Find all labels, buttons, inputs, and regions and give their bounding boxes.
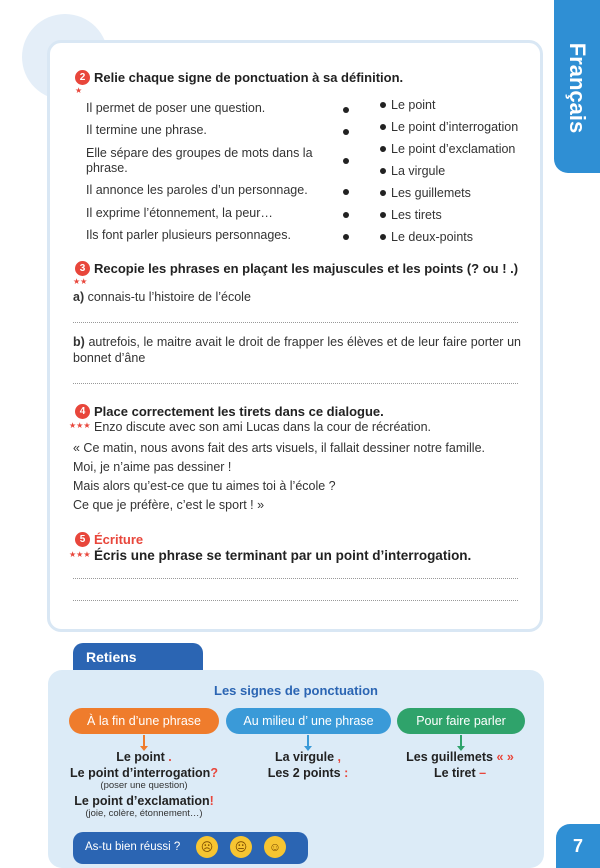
punctuation-option[interactable]: Le point d’exclamation: [380, 142, 515, 156]
pill-end-of-sentence: À la fin d’une phrase: [69, 708, 219, 734]
self-assessment: [73, 832, 308, 864]
answer-line-b[interactable]: [73, 383, 518, 384]
exercise-3-title: Recopie les phrases en plaçant les majuscules et les points (? ou ! .): [94, 261, 519, 276]
match-dot-left[interactable]: [343, 129, 349, 135]
rule-dash: [376, 766, 544, 780]
answer-line-5a[interactable]: [73, 578, 518, 579]
rule-comma-sign: ,: [337, 750, 341, 764]
definition-item: Il annonce les paroles d’un personnage.: [86, 183, 308, 197]
sentence-b: [73, 334, 521, 366]
rule-quotes-label: Les guillemets: [406, 750, 493, 764]
dialogue-line: Ce que je préfère, c’est le sport ! »: [73, 498, 265, 512]
rule-point-sign: .: [168, 750, 172, 764]
exercise-4-title: Place correctement les tirets dans ce dialogue.: [94, 404, 384, 419]
rule-quotes: [376, 750, 544, 764]
rule-exclamation-sign: !: [209, 794, 214, 808]
punctuation-option[interactable]: Le point d’interrogation: [380, 120, 518, 134]
rule-dash-label: Le tiret: [433, 766, 476, 780]
arrow-down-icon: [460, 735, 462, 747]
definition-item: Elle sépare des groupes de mots dans la phrase.: [86, 146, 313, 175]
definition-item: Il permet de poser une question.: [86, 101, 266, 115]
exercise-5-heading: Écriture: [94, 532, 144, 547]
exercise-number-4: 4: [75, 404, 90, 419]
match-dot-left[interactable]: [343, 234, 349, 240]
exercise-2-title: Relie chaque signe de ponctuation à sa définition.: [94, 70, 404, 85]
definition-item: Ils font parler plusieurs personnages.: [86, 228, 291, 242]
match-dot-left[interactable]: [343, 158, 349, 164]
rule-colon-label: Les 2 points: [267, 766, 341, 780]
subject-label: Français: [565, 42, 590, 134]
punctuation-option[interactable]: La virgule: [380, 164, 445, 178]
rule-question-label: Le point d’interrogation: [70, 766, 211, 780]
neutral-face-icon[interactable]: 😐: [230, 836, 252, 858]
self-assessment-label: As-tu bien réussi ?: [85, 841, 181, 853]
exercise-number-5: 5: [75, 532, 90, 547]
rule-comma-label: La virgule: [274, 750, 335, 764]
rule-comma: [218, 750, 398, 764]
punctuation-option[interactable]: Le point: [380, 98, 435, 112]
sentence-a-label: a): [73, 290, 85, 304]
rule-question-sign: ?: [210, 766, 218, 780]
rule-question-note: (poser une question): [100, 780, 188, 791]
dialogue-line: Enzo discute avec son ami Lucas dans la cour de récréation.: [94, 420, 431, 434]
sentence-b-label: b): [73, 335, 85, 349]
rule-exclamation-label: Le point d’exclamation: [74, 794, 210, 808]
arrow-down-icon: [143, 735, 145, 747]
definition-item: Il exprime l’étonnement, la peur…: [86, 206, 273, 220]
rule-exclamation: [54, 794, 234, 808]
rule-quotes-sign: « »: [496, 750, 514, 764]
pill-make-speak: Pour faire parler: [397, 708, 525, 734]
rule-dash-sign: –: [479, 766, 487, 780]
exercise-number-2: 2: [75, 70, 90, 85]
page-number: 7: [556, 824, 600, 868]
match-dot-left[interactable]: [343, 189, 349, 195]
sentence-a: [73, 290, 251, 304]
difficulty-stars: ★★★: [69, 550, 91, 559]
exercise-5-title: Écris une phrase se terminant par un point d’interrogation.: [94, 548, 472, 563]
rule-point-label: Le point: [116, 750, 165, 764]
punctuation-option[interactable]: Le deux-points: [380, 230, 473, 244]
subject-tab: [554, 0, 600, 173]
difficulty-stars: ★★★: [69, 421, 91, 430]
retiens-tab: Retiens: [73, 643, 203, 671]
answer-line-5b[interactable]: [73, 600, 518, 601]
difficulty-stars: ★★: [73, 277, 88, 286]
sad-face-icon[interactable]: ☹: [196, 836, 218, 858]
rule-point: [54, 750, 234, 764]
sentence-b-text: autrefois, le maitre avait le droit de frapper les élèves et de leur faire porter un bonnet d’âne: [73, 335, 521, 365]
match-dot-left[interactable]: [343, 107, 349, 113]
rule-exclamation-note: (joie, colère, étonnement…): [85, 808, 203, 819]
arrow-down-icon: [307, 735, 309, 747]
sentence-a-text: connais-tu l’histoire de l’école: [87, 290, 251, 304]
punctuation-option[interactable]: Les tirets: [380, 208, 442, 222]
retiens-heading: Les signes de ponctuation: [214, 683, 378, 698]
dialogue-line: Moi, je n’aime pas dessiner !: [73, 460, 232, 474]
dialogue-line: « Ce matin, nous avons fait des arts visuels, il fallait dessiner notre famille.: [73, 441, 485, 455]
definition-item: Il termine une phrase.: [86, 123, 207, 137]
answer-line-a[interactable]: [73, 322, 518, 323]
difficulty-stars: ★: [75, 86, 83, 95]
rule-question: [54, 766, 234, 780]
pill-middle-of-sentence: Au milieu d’ une phrase: [226, 708, 391, 734]
dialogue-line: Mais alors qu’est-ce que tu aimes toi à l’école ?: [73, 479, 336, 493]
rule-colon: [218, 766, 398, 780]
happy-face-icon[interactable]: ☺: [264, 836, 286, 858]
match-dot-left[interactable]: [343, 212, 349, 218]
exercise-number-3: 3: [75, 261, 90, 276]
rule-colon-sign: :: [344, 766, 349, 780]
punctuation-option[interactable]: Les guillemets: [380, 186, 471, 200]
